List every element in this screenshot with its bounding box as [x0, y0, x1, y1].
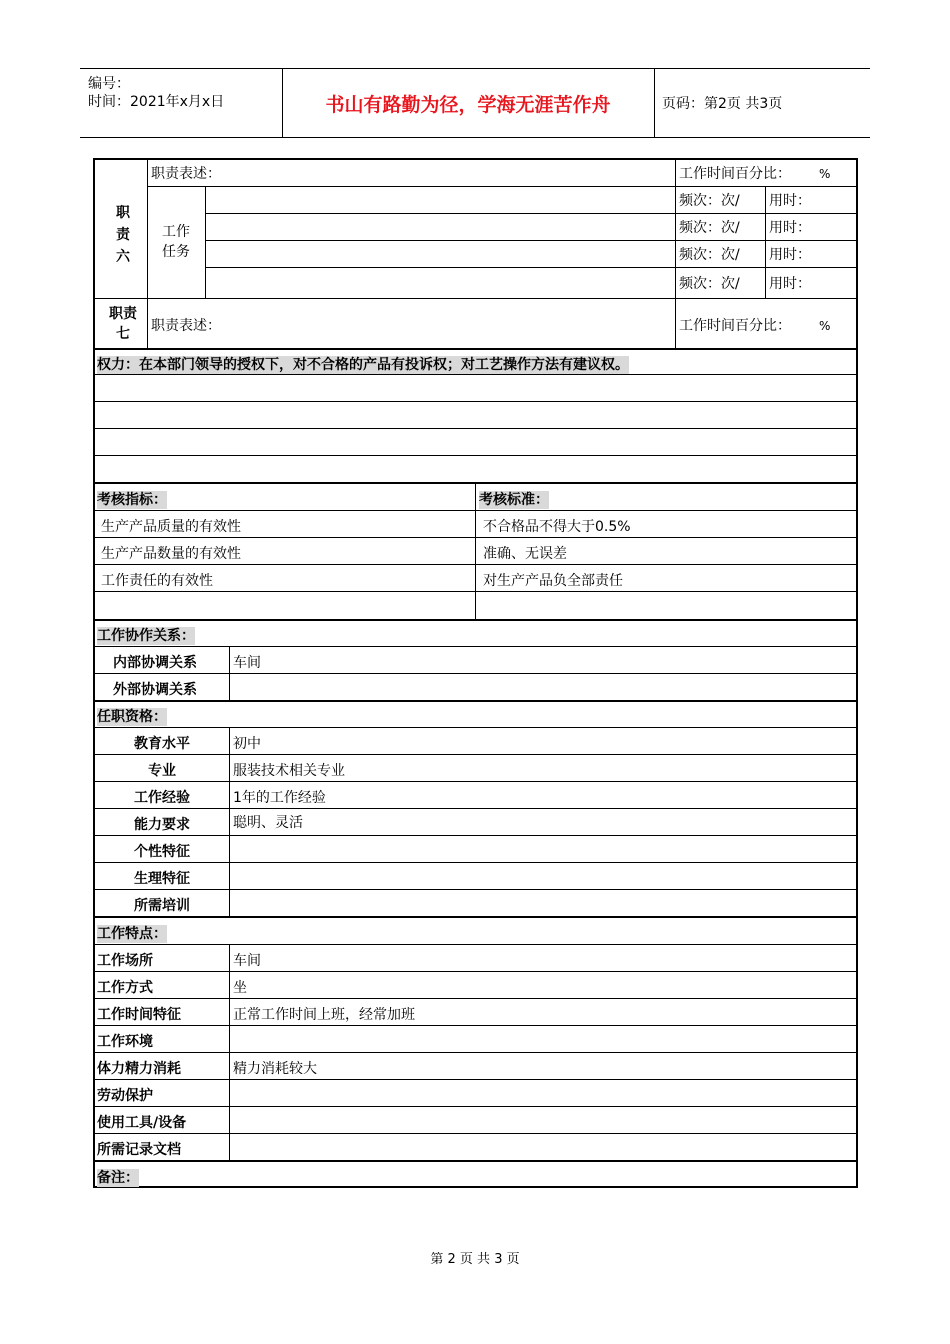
standard-1: 不合格品不得大于0.5%	[483, 519, 631, 535]
duty6-task-label: 工作 任务	[162, 224, 190, 260]
work-mode-label: 工作方式	[97, 980, 153, 996]
divider	[675, 160, 676, 298]
tools-label: 使用工具/设备	[97, 1115, 187, 1131]
duty6-pct-unit: %	[819, 167, 831, 181]
divider	[95, 862, 856, 863]
divider	[205, 267, 856, 268]
duty7-title: 职责 七	[109, 306, 137, 342]
divider	[95, 1025, 856, 1026]
divider	[95, 673, 856, 674]
divider	[95, 1052, 856, 1053]
divider	[95, 455, 856, 456]
divider	[205, 213, 856, 214]
qualification-header: 任职资格：	[97, 709, 167, 725]
energy-value: 精力消耗较大	[233, 1061, 317, 1077]
divider	[95, 510, 856, 511]
header-meta	[80, 69, 283, 137]
physiology-label: 生理特征	[134, 871, 190, 887]
divider	[229, 944, 230, 1162]
indicator-2: 生产产品数量的有效性	[101, 546, 241, 562]
divider	[95, 889, 856, 890]
education-label: 教育水平	[134, 736, 190, 752]
divider	[95, 428, 856, 429]
personality-label: 个性特征	[134, 844, 190, 860]
duty6-freq-1: 频次：次/	[679, 193, 740, 209]
indicator-header: 考核指标：	[97, 492, 167, 508]
divider	[147, 186, 856, 187]
duty6-time-3: 用时：	[769, 247, 811, 263]
duty6-title: 职 责 六	[116, 205, 130, 265]
training-label: 所需培训	[134, 898, 190, 914]
date-text: 时间：2021年x月x日	[88, 94, 225, 110]
work-time-label: 工作时间特征	[97, 1007, 181, 1023]
internal-label	[99, 654, 225, 672]
divider	[95, 374, 856, 375]
serial-label: 编号：	[88, 76, 130, 92]
divider	[205, 186, 206, 298]
indicator-3: 工作责任的有效性	[101, 573, 213, 589]
internal-label-text: 内部协调关系	[113, 655, 197, 671]
standard-2: 准确、无误差	[483, 546, 567, 562]
ability-label: 能力要求	[134, 817, 190, 833]
indicator-1: 生产产品质量的有效性	[101, 519, 241, 535]
motto: 书山有路勤为径，学海无涯苦作舟	[282, 69, 655, 137]
page-info: 页码：第2页 共3页	[662, 96, 783, 112]
divider	[95, 619, 856, 621]
duty6-time-pct-label: 工作时间百分比：	[679, 166, 791, 182]
duty6-time-4: 用时：	[769, 276, 811, 292]
job-description-table	[93, 158, 858, 1188]
divider	[95, 401, 856, 402]
duty6-freq-4: 频次：次/	[679, 276, 740, 292]
education-value: 初中	[233, 736, 261, 752]
duty6-time-2: 用时：	[769, 220, 811, 236]
workplace-label: 工作场所	[97, 953, 153, 969]
divider	[475, 482, 476, 620]
protection-label: 劳动保护	[97, 1088, 153, 1104]
divider	[95, 1079, 856, 1080]
duty6-freq-3: 频次：次/	[679, 247, 740, 263]
standard-header: 考核标准：	[479, 492, 549, 508]
environment-label: 工作环境	[97, 1034, 153, 1050]
workplace-value: 车间	[233, 953, 261, 969]
divider	[95, 808, 856, 809]
divider	[95, 998, 856, 999]
divider	[95, 944, 856, 945]
remarks-label: 备注：	[97, 1170, 139, 1186]
page-footer: 第 2 页 共 3 页	[430, 1252, 520, 1267]
divider	[95, 298, 856, 299]
page-header	[80, 68, 870, 138]
duty6-time-1: 用时：	[769, 193, 811, 209]
internal-value: 车间	[233, 655, 261, 671]
duty6-desc-label: 职责表述：	[151, 166, 221, 182]
major-value: 服装技术相关专业	[233, 763, 345, 779]
duty7-time-pct-label: 工作时间百分比：	[679, 318, 791, 334]
duty6-freq-2: 频次：次/	[679, 220, 740, 236]
divider	[95, 781, 856, 782]
divider	[95, 727, 856, 728]
cooperation-header: 工作协作关系：	[97, 628, 195, 644]
duty7-pct-unit: %	[819, 319, 831, 333]
duty7-desc-label: 职责表述：	[151, 318, 221, 334]
divider	[95, 971, 856, 972]
standard-3: 对生产产品负全部责任	[483, 573, 623, 589]
divider	[95, 700, 856, 702]
divider	[95, 1106, 856, 1107]
records-label: 所需记录文档	[97, 1142, 181, 1158]
divider	[765, 186, 766, 298]
divider	[95, 835, 856, 836]
divider	[95, 754, 856, 755]
major-label: 专业	[148, 763, 176, 779]
experience-label: 工作经验	[134, 790, 190, 806]
divider	[95, 646, 856, 647]
experience-value: 1年的工作经验	[233, 790, 326, 806]
divider	[205, 240, 856, 241]
divider	[95, 564, 856, 565]
divider	[95, 591, 856, 592]
divider	[95, 916, 856, 918]
divider	[95, 537, 856, 538]
authority-text: 权力：在本部门领导的授权下，对不合格的产品有投诉权；对工艺操作方法有建议权。	[97, 357, 629, 373]
energy-label: 体力精力消耗	[97, 1061, 181, 1077]
divider	[95, 1160, 856, 1162]
external-label-text: 外部协调关系	[113, 682, 197, 698]
ability-value: 聪明、灵活	[233, 815, 303, 831]
work-time-value: 正常工作时间上班，经常加班	[233, 1007, 415, 1023]
divider	[95, 1133, 856, 1134]
work-mode-value: 坐	[233, 980, 247, 996]
features-header: 工作特点：	[97, 926, 167, 942]
external-label	[99, 681, 225, 699]
divider	[95, 348, 856, 350]
divider	[675, 298, 676, 348]
